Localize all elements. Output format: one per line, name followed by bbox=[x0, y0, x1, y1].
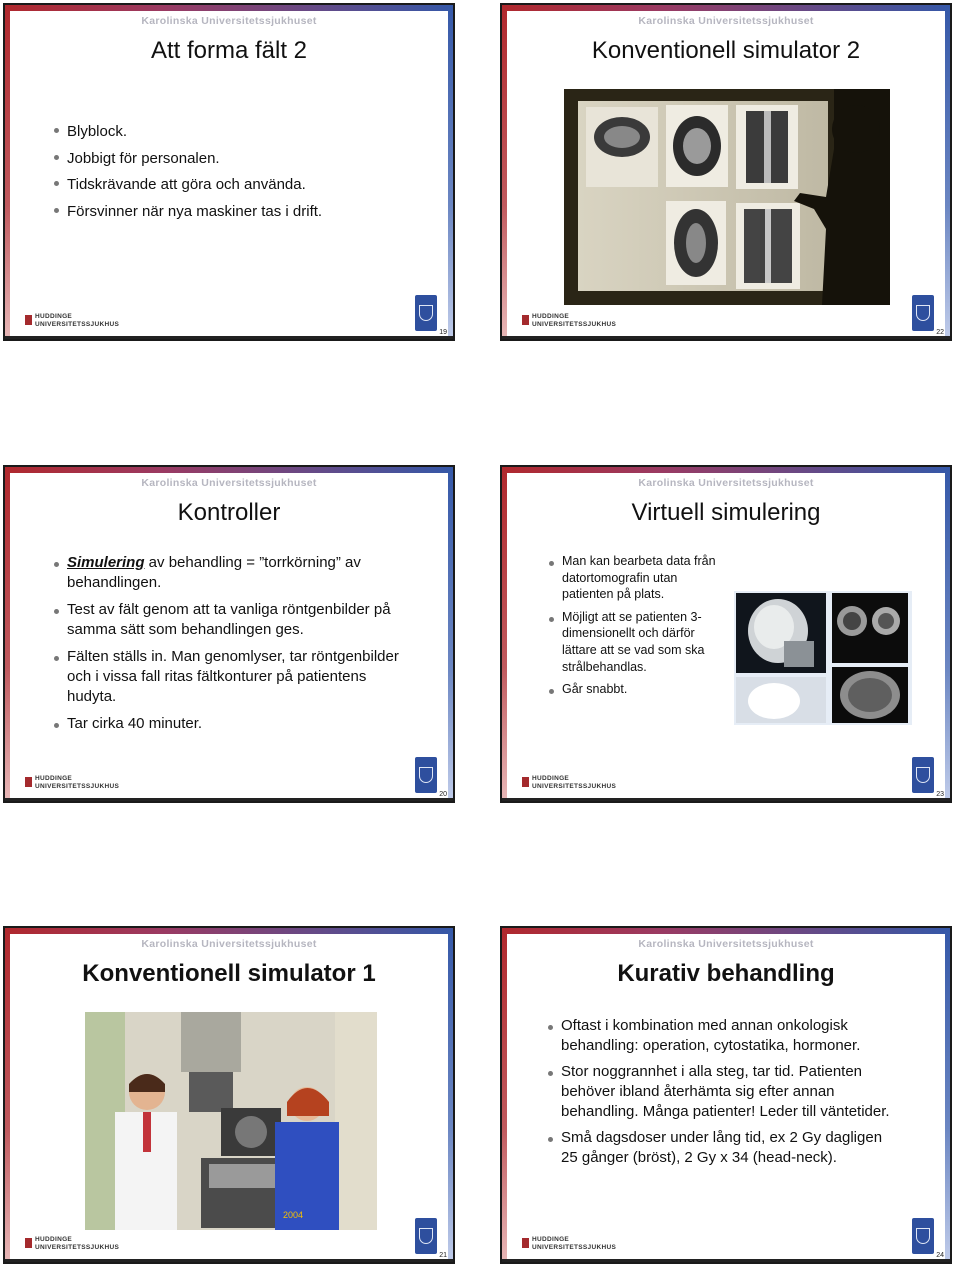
huddinge-logo bbox=[522, 1238, 617, 1254]
bullet-list bbox=[549, 553, 724, 698]
slide-20 bbox=[3, 465, 455, 803]
crest-icon bbox=[912, 1218, 934, 1254]
bullet-item: Blyblock. bbox=[54, 119, 434, 146]
logo-line-2: UNIVERSITETSSJUKHUS bbox=[532, 1244, 617, 1251]
simulator-room-photo bbox=[85, 1012, 377, 1230]
ct-scan-images bbox=[734, 591, 912, 725]
page-number: 19 bbox=[439, 329, 447, 336]
logo-mark-icon bbox=[522, 315, 529, 325]
slide-21 bbox=[3, 926, 455, 1264]
slide-title: Kurativ behandling bbox=[617, 960, 835, 987]
logo-mark-icon bbox=[522, 1238, 529, 1248]
crest-icon bbox=[415, 1218, 437, 1254]
bullet-item: Man kan bearbeta data från datortomografin utan patienten på plats. bbox=[549, 553, 724, 603]
bullet-item: Stor noggrannhet i alla steg, tar tid. Patienten behöver ibland återhämta sig efter annan behandling. Många patienter! Leder till väntetider. bbox=[548, 1062, 898, 1122]
slide-22 bbox=[500, 3, 952, 341]
page-number: 24 bbox=[936, 1252, 944, 1259]
logo-mark-icon bbox=[25, 1238, 32, 1248]
slide-header: Karolinska Universitetssjukhuset bbox=[638, 15, 814, 27]
slide-border-top bbox=[502, 467, 950, 473]
slide-title: Konventionell simulator 2 bbox=[591, 37, 861, 64]
logo-line-1: HUDDINGE bbox=[532, 313, 570, 320]
slide-header: Karolinska Universitetssjukhuset bbox=[638, 477, 814, 489]
xray-lightbox-photo bbox=[564, 89, 890, 305]
slide-title: Kontroller bbox=[177, 499, 281, 526]
crest-icon bbox=[415, 295, 437, 331]
bullet-item: Försvinner när nya maskiner tas i drift. bbox=[54, 199, 434, 226]
slide-title: Virtuell simulering bbox=[631, 499, 821, 526]
bullet-item: Test av fält genom att ta vanliga röntgenbilder på samma sätt som behandlingen ges. bbox=[54, 600, 404, 640]
slide-19 bbox=[3, 3, 455, 341]
huddinge-logo bbox=[25, 1238, 120, 1254]
page-number: 21 bbox=[439, 1252, 447, 1259]
slide-title: Att forma fält 2 bbox=[150, 37, 308, 64]
logo-line-1: HUDDINGE bbox=[35, 313, 73, 320]
logo-line-1: HUDDINGE bbox=[532, 775, 570, 782]
bullet-text: av behandling = ”torrkörning” av behandlingen. bbox=[67, 554, 361, 591]
slide-border-top bbox=[5, 467, 453, 473]
slide-border-top bbox=[5, 5, 453, 11]
slide-header: Karolinska Universitetssjukhuset bbox=[141, 938, 317, 950]
slide-border-bottom bbox=[502, 336, 950, 339]
bullet-item: Små dagsdoser under lång tid, ex 2 Gy dagligen 25 gånger (bröst), 2 Gy x 34 (head-neck). bbox=[548, 1128, 898, 1168]
bullet-item: Fälten ställs in. Man genomlyser, tar röntgenbilder och i vissa fall ritas fältkonturer på patientens hudyta. bbox=[54, 647, 404, 707]
logo-line-2: UNIVERSITETSSJUKHUS bbox=[35, 783, 120, 790]
slide-border-bottom bbox=[5, 798, 453, 801]
slide-header: Karolinska Universitetssjukhuset bbox=[141, 477, 317, 489]
logo-mark-icon bbox=[25, 315, 32, 325]
slide-border-bottom bbox=[5, 1259, 453, 1262]
slide-border-top bbox=[5, 928, 453, 934]
slide-border-top bbox=[502, 928, 950, 934]
page-number: 20 bbox=[439, 791, 447, 798]
bullet-list bbox=[548, 1016, 898, 1168]
slide-23 bbox=[500, 465, 952, 803]
bullet-list bbox=[54, 553, 404, 734]
crest-icon bbox=[415, 757, 437, 793]
bullet-list bbox=[54, 119, 434, 225]
logo-line-2: UNIVERSITETSSJUKHUS bbox=[532, 321, 617, 328]
huddinge-logo bbox=[25, 777, 120, 793]
page-number: 23 bbox=[936, 791, 944, 798]
logo-mark-icon bbox=[25, 777, 32, 787]
slide-border-bottom bbox=[5, 336, 453, 339]
slide-header: Karolinska Universitetssjukhuset bbox=[638, 938, 814, 950]
slide-border-top bbox=[502, 5, 950, 11]
huddinge-logo bbox=[25, 315, 120, 331]
slide-24 bbox=[500, 926, 952, 1264]
logo-line-1: HUDDINGE bbox=[35, 1236, 73, 1243]
logo-line-2: UNIVERSITETSSJUKHUS bbox=[35, 321, 120, 328]
bullet-item: Går snabbt. bbox=[549, 681, 724, 698]
logo-line-1: HUDDINGE bbox=[532, 1236, 570, 1243]
bullet-item: Tar cirka 40 minuter. bbox=[54, 714, 404, 734]
crest-icon bbox=[912, 295, 934, 331]
bullet-item: Möjligt att se patienten 3-dimensionellt och därför lättare att se vad som ska strålbehandlas. bbox=[549, 609, 724, 675]
logo-line-2: UNIVERSITETSSJUKHUS bbox=[532, 783, 617, 790]
crest-icon bbox=[912, 757, 934, 793]
page-number: 22 bbox=[936, 329, 944, 336]
slide-header: Karolinska Universitetssjukhuset bbox=[141, 15, 317, 27]
logo-line-1: HUDDINGE bbox=[35, 775, 73, 782]
bullet-emphasis: Simulering bbox=[67, 554, 145, 571]
bullet-item: Jobbigt för personalen. bbox=[54, 146, 434, 173]
huddinge-logo bbox=[522, 777, 617, 793]
logo-mark-icon bbox=[522, 777, 529, 787]
logo-line-2: UNIVERSITETSSJUKHUS bbox=[35, 1244, 120, 1251]
photo-date-stamp: 2004 bbox=[283, 1210, 304, 1220]
bullet-item: Oftast i kombination med annan onkologisk behandling: operation, cytostatika, hormoner. bbox=[548, 1016, 898, 1056]
slide-title: Konventionell simulator 1 bbox=[82, 960, 376, 987]
slide-border-bottom bbox=[502, 798, 950, 801]
bullet-item bbox=[54, 553, 404, 593]
bullet-item: Tidskrävande att göra och använda. bbox=[54, 172, 434, 199]
slide-border-bottom bbox=[502, 1259, 950, 1262]
huddinge-logo bbox=[522, 315, 617, 331]
